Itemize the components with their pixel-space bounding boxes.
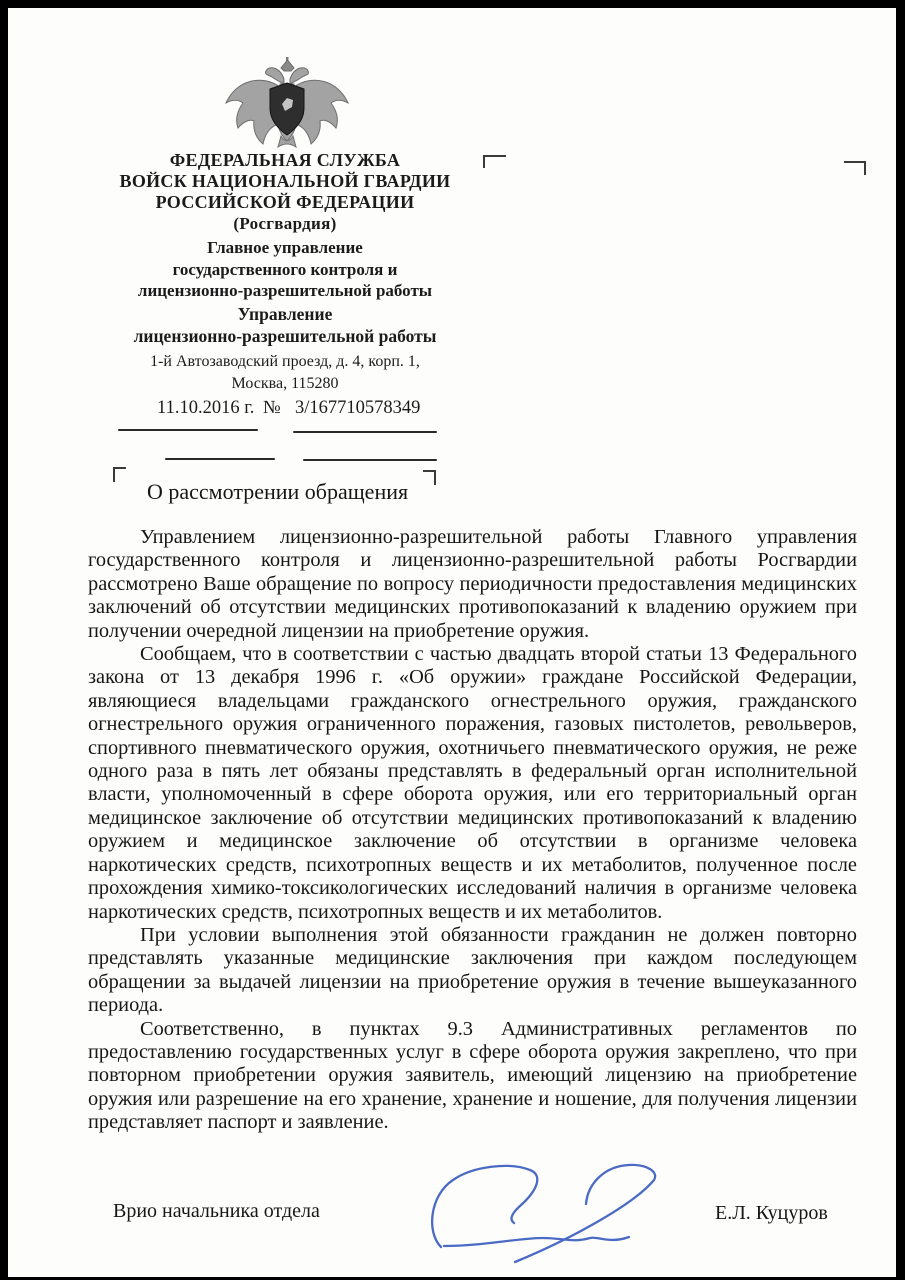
signer-position: Врио начальника отдела [113,1200,320,1222]
agency-line: ФЕДЕРАЛЬНАЯ СЛУЖБА [169,150,401,170]
corner-mark-icon [844,161,866,175]
main-department-line: Главное управление [207,238,363,257]
corner-mark-icon [113,467,126,482]
body-paragraph: При условии выполнения этой обязанности гражданин не должен повторно представлять указанные медицинские заключения при каждом последующем обращении за выдачей лицензии на приобретение оружия в течение вышеуказанного периода. [88,923,857,1017]
department-line: лицензионно-разрешительной работы [133,325,437,346]
letter-body [88,526,857,1135]
body-paragraph: Сообщаем, что в соответствии с частью двадцать второй статьи 13 Федерального закона от 13 декабря 1996 г. «Об оружии» граждане Российской Федерации, являющиеся владельцами гражданского огнестрельного оружия, гражданского огнестрельного оружия ограниченного поражения, газовых пистолетов, револьверов, спортивного пневматического оружия, охотничьего пневматического оружия, не реже одного раза в пять лет обязаны представлять в федеральный орган исполнительной власти, уполномоченный в сфере оборота оружия, или его территориальный орган медицинское заключение об отсутствии медицинских противопоказаний к владению оружием и медицинское заключение об отсутствии в организме человека наркотических средств, психотропных веществ и их метаболитов, полученное после прохождения химико-токсикологических исследований наличия в организме человека наркотических средств, психотропных веществ и их метаболитов. [88,643,857,923]
reference-underline [165,458,275,460]
agency-short-name: (Росгвардия) [233,214,337,233]
agency-line: РОССИЙСКОЙ ФЕДЕРАЦИИ [155,192,415,212]
department-block [95,304,475,347]
body-paragraph: Управлением лицензионно-разрешительной работы Главного управления государственного контроля и лицензионно-разрешительной работы Росгвардии рассмотрено Ваше обращение по вопросу периодичности предоставления медицинских заключений об отсутствии медицинских противопоказаний к владению оружием при получении очередной лицензии на приобретение оружия. [88,526,857,642]
letter-date: 11.10.2016 г. [157,398,255,418]
rosgvardiya-eagle-emblem [222,56,352,149]
subject-line: О рассмотрении обращения [147,479,409,504]
corner-mark-icon [483,155,506,168]
agency-line: ВОЙСК НАЦИОНАЛЬНОЙ ГВАРДИИ [119,171,451,191]
handwritten-signature [398,1150,690,1280]
number-underline [293,431,437,433]
date-underline [118,429,258,431]
agency-name-block [95,150,475,234]
address-block [95,351,475,395]
main-department-block [95,237,475,302]
address-line: 1-й Автозаводский проезд, д. 4, корп. 1, [150,353,420,370]
reference-underline [303,459,437,461]
letter-number: 3/167710578349 [295,398,421,418]
main-department-line: лицензионно-разрешительной работы [137,281,433,300]
number-sign: № [263,398,281,418]
main-department-line: государственного контроля и [172,259,398,279]
signer-name: Е.Л. Куцуров [715,1202,828,1224]
body-paragraph: Соответственно, в пунктах 9.3 Административных регламентов по предоставлению государственных услуг в сфере оборота оружия закреплено, что при повторном приобретении оружия заявитель, имеющий лицензию на приобретение оружия или разрешение на его хранение, хранение и ношение, для получения лицензии представляет паспорт и заявление. [88,1017,857,1134]
department-line: Управление [237,304,333,324]
address-line: Москва, 115280 [231,375,339,392]
corner-mark-icon [423,470,436,485]
